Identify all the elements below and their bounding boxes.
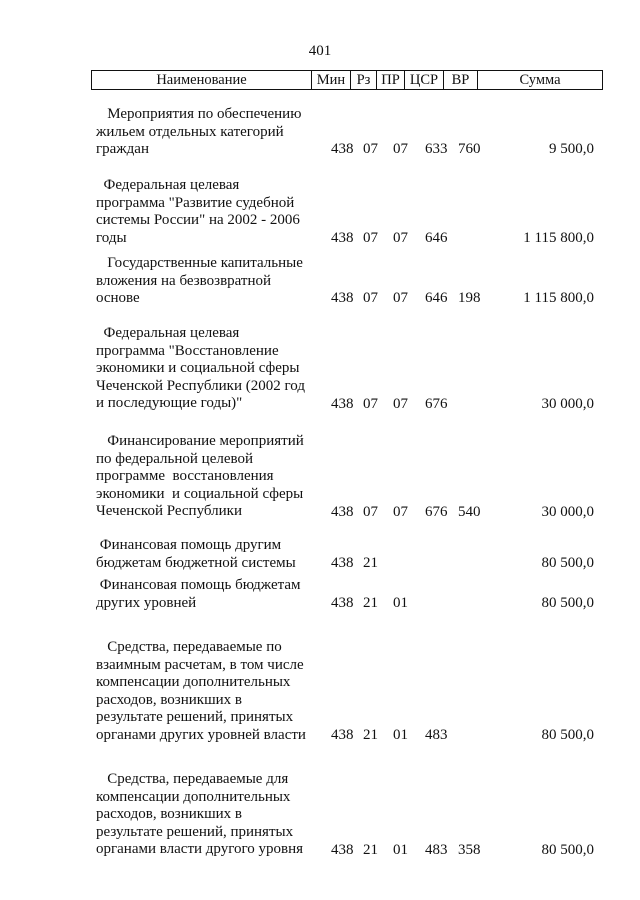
cell-vr: 540 (458, 503, 481, 520)
cell-sum: 80 500,0 (541, 841, 594, 858)
column-header-rz: Рз (351, 71, 377, 89)
row-name-line: Средства, передаваемые для (96, 771, 289, 787)
table-row (0, 325, 640, 413)
cell-min: 438 (331, 726, 354, 743)
cell-csr: 676 (425, 503, 448, 520)
cell-csr: 483 (425, 726, 448, 743)
row-name-line: жильем отдельных категорий (96, 123, 284, 140)
row-name-line: и последующие годы)" (96, 395, 243, 411)
cell-csr: 646 (425, 289, 448, 306)
cell-pr: 07 (393, 503, 408, 520)
row-name-line: Государственные капитальные (96, 255, 303, 271)
row-name-line: органами других уровней власти (96, 726, 306, 743)
row-name-line: расходов, возникших в (96, 691, 242, 708)
cell-rz: 07 (363, 395, 378, 412)
row-name-line: системы России" на 2002 - 2006 (96, 212, 300, 228)
cell-min: 438 (331, 229, 354, 246)
cell-rz: 21 (363, 726, 378, 743)
row-name-line: Мероприятия по обеспечению (96, 106, 302, 122)
column-header-csr: ЦСР (405, 71, 444, 89)
cell-vr: 358 (458, 841, 481, 858)
row-name-line: Федеральная целевая (96, 177, 240, 193)
table-row (0, 255, 640, 307)
column-header-name: Наименование (92, 71, 312, 89)
cell-min: 438 (331, 554, 354, 571)
cell-vr: 198 (458, 289, 481, 306)
row-name (96, 255, 314, 308)
cell-min: 438 (331, 594, 354, 611)
cell-pr: 07 (393, 395, 408, 412)
row-name (96, 325, 314, 413)
table-row (0, 433, 640, 521)
cell-sum: 80 500,0 (541, 554, 594, 571)
cell-sum: 1 115 800,0 (523, 229, 594, 246)
row-name-line: программе восстановления (96, 468, 274, 484)
cell-min: 438 (331, 841, 354, 858)
cell-min: 438 (331, 289, 354, 306)
cell-csr: 633 (425, 140, 448, 157)
column-header-sum: Сумма (519, 72, 561, 88)
row-name-line: компенсации дополнительных (96, 674, 291, 690)
cell-rz: 07 (363, 140, 378, 157)
table-row (0, 577, 640, 612)
row-name-line: органами власти другого уровня (96, 841, 304, 857)
row-name-line: Чеченской Республики (96, 503, 242, 519)
cell-sum: 80 500,0 (541, 726, 594, 743)
row-name (96, 433, 314, 521)
row-name-line: Федеральная целевая (96, 325, 240, 341)
cell-pr: 07 (393, 289, 408, 306)
cell-rz: 07 (363, 229, 378, 246)
row-name (96, 537, 314, 572)
cell-sum: 30 000,0 (541, 503, 594, 520)
row-name-line: по федеральной целевой (96, 450, 254, 467)
row-name-line: основе (96, 290, 140, 306)
row-name (96, 577, 314, 612)
row-name-line: экономики и социальной сферы (96, 485, 304, 502)
row-name-line: граждан (96, 141, 149, 157)
cell-pr: 07 (393, 140, 408, 157)
cell-pr: 01 (393, 841, 408, 858)
row-name-line: компенсации дополнительных (96, 788, 291, 805)
row-name-line: результате решений, принятых (96, 709, 294, 725)
cell-rz: 07 (363, 503, 378, 520)
column-header-pr: ПР (377, 71, 405, 89)
cell-rz: 21 (363, 554, 378, 571)
row-name-line: Финансирование мероприятий (96, 433, 304, 449)
cell-min: 438 (331, 503, 354, 520)
table-row (0, 537, 640, 572)
row-name-line: программа "Восстановление (96, 342, 279, 359)
row-name-line: Средства, передаваемые по (96, 639, 282, 655)
row-name-line: Финансовая помощь другим (96, 537, 282, 553)
cell-vr: 760 (458, 140, 481, 157)
row-name-line: программа "Развитие судебной (96, 194, 295, 211)
cell-pr: 07 (393, 229, 408, 246)
row-name (96, 177, 314, 247)
row-name-line: бюджетам бюджетной системы (96, 554, 296, 571)
table-row (0, 177, 640, 247)
row-name (96, 771, 314, 859)
cell-csr: 646 (425, 229, 448, 246)
cell-rz: 07 (363, 289, 378, 306)
cell-rz: 21 (363, 594, 378, 611)
row-name-line: Финансовая помощь бюджетам (96, 577, 301, 593)
row-name-line: Чеченской Республики (2002 год (96, 377, 305, 394)
row-name-line: взаимным расчетам, в том числе (96, 656, 304, 673)
table-row (0, 771, 640, 859)
row-name-line: других уровней (96, 594, 197, 611)
row-name (96, 639, 314, 744)
cell-sum: 9 500,0 (549, 140, 594, 157)
column-header-min: Мин (312, 71, 351, 89)
cell-csr: 676 (425, 395, 448, 412)
table-row (0, 639, 640, 744)
cell-rz: 21 (363, 841, 378, 858)
row-name (96, 106, 314, 159)
row-name-line: годы (96, 229, 127, 246)
cell-sum: 80 500,0 (541, 594, 594, 611)
cell-sum: 30 000,0 (541, 395, 594, 412)
cell-csr: 483 (425, 841, 448, 858)
cell-pr: 01 (393, 594, 408, 611)
row-name-line: экономики и социальной сферы (96, 360, 300, 376)
cell-min: 438 (331, 395, 354, 412)
table-row (0, 106, 640, 158)
column-header-vr: ВР (444, 71, 478, 89)
page-number: 401 (308, 43, 332, 59)
cell-sum: 1 115 800,0 (523, 289, 594, 306)
cell-min: 438 (331, 140, 354, 157)
row-name-line: расходов, возникших в (96, 806, 242, 822)
row-name-line: результате решений, принятых (96, 823, 294, 840)
row-name-line: вложения на безвозвратной (96, 272, 272, 289)
cell-pr: 01 (393, 726, 408, 743)
